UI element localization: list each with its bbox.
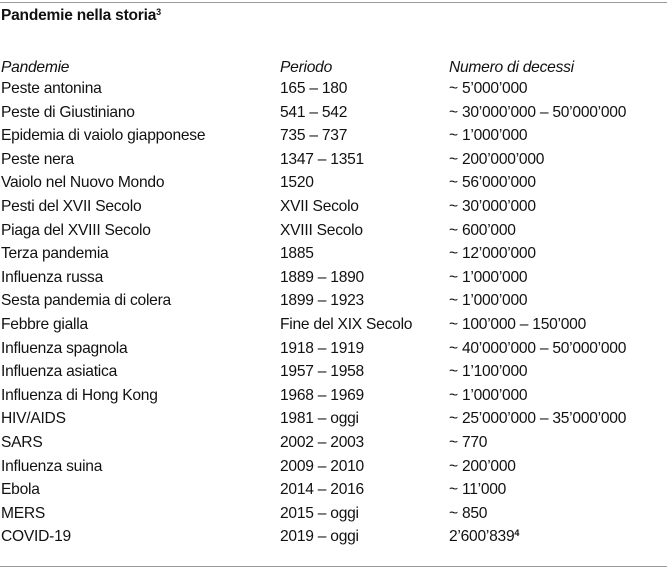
table-row [1,504,667,528]
period-cell: 735 – 737 [280,127,348,145]
deaths-cell [449,103,626,123]
period-cell: XVII Secolo [280,197,359,215]
pandemic-name-cell: Vaiolo nel Nuovo Mondo [1,174,165,192]
period-cell: 1899 – 1923 [280,292,364,310]
deaths-cell [449,457,516,477]
deaths-cell [449,150,544,170]
period-cell: 1520 [280,174,314,192]
deaths-value: ~ 12’000’000 [449,245,536,263]
deaths-cell [449,527,519,547]
deaths-value: ~ 200’000 [449,457,516,475]
table-row [1,150,667,174]
pandemic-name-cell: Influenza di Hong Kong [1,386,158,404]
pandemic-name-cell: Influenza suina [1,457,103,475]
period-cell: 1957 – 1958 [280,363,364,381]
table-row [1,197,667,221]
table-row [1,409,667,433]
period-cell: 2009 – 2010 [280,457,364,475]
table-row [1,433,667,457]
pandemic-name-cell: Peste antonina [1,80,102,97]
table-row [1,339,667,363]
deaths-cell [449,339,626,359]
period-cell: 1918 – 1919 [280,339,364,357]
pandemic-name-cell: Peste nera [1,150,74,168]
table-row [1,315,667,339]
period-cell: 2002 – 2003 [280,433,364,451]
table-row [1,291,667,315]
deaths-cell [449,433,487,453]
pandemic-name-cell: Sesta pandemia di colera [1,292,171,310]
deaths-value: ~ 100’000 – 150’000 [449,315,587,333]
deaths-value: ~ 1’000’000 [449,386,528,404]
deaths-cell [449,79,527,99]
deaths-cell [449,315,586,335]
period-cell: 541 – 542 [280,103,348,121]
deaths-value: ~ 770 [449,433,488,451]
deaths-footnote-marker: 4 [514,528,520,539]
pandemic-name-cell: Piaga del XVIII Secolo [1,221,151,239]
deaths-cell [449,362,527,382]
period-cell: 1889 – 1890 [280,268,364,286]
table-row [1,268,667,292]
pandemic-name-cell: Epidemia di vaiolo giapponese [1,127,206,145]
deaths-value: ~ 1’000’000 [449,292,528,310]
deaths-value: ~ 40’000’000 – 50’000’000 [449,339,627,357]
pandemic-name-cell: Influenza spagnola [1,339,128,357]
period-cell: XVIII Secolo [280,221,363,239]
top-rule [0,2,667,3]
period-cell: 2019 – oggi [280,528,359,546]
table-body [1,79,667,551]
table-row [1,362,667,386]
table-header-row [1,58,667,79]
deaths-value: ~ 200’000’000 [449,150,545,168]
period-cell: 165 – 180 [280,80,348,97]
pandemic-name-cell: Influenza asiatica [1,363,117,381]
table-row [1,221,667,245]
deaths-cell [449,386,527,406]
deaths-cell [449,244,536,264]
deaths-cell [449,173,536,193]
deaths-cell [449,291,527,311]
period-cell: 1981 – oggi [280,410,359,428]
deaths-value: ~ 850 [449,504,488,522]
period-cell: 1347 – 1351 [280,150,364,168]
table-row [1,480,667,504]
pandemic-name-cell: HIV/AIDS [1,410,66,428]
header-deaths: Numero di decessi [449,59,574,76]
deaths-cell [449,480,506,500]
period-cell: 1968 – 1969 [280,386,364,404]
pandemic-name-cell: COVID-19 [1,528,71,546]
period-cell: 2014 – 2016 [280,481,364,499]
deaths-value: ~ 56’000’000 [449,174,536,192]
deaths-cell [449,268,527,288]
deaths-value: ~ 11’000 [449,481,507,499]
deaths-value: ~ 30’000’000 – 50’000’000 [449,103,627,121]
pandemic-table [1,58,667,551]
title-footnote-marker: 3 [156,7,161,17]
header-period: Periodo [280,59,332,76]
deaths-cell [449,221,516,241]
deaths-value: ~ 1’100’000 [449,363,528,381]
deaths-cell [449,126,527,146]
deaths-value: ~ 1’000’000 [449,268,528,286]
table-title [1,7,161,25]
deaths-cell [449,504,487,524]
deaths-value: ~ 30’000’000 [449,197,536,215]
deaths-value: ~ 5’000’000 [449,80,528,97]
deaths-cell [449,409,626,429]
pandemic-name-cell: Influenza russa [1,268,104,286]
period-cell: 1885 [280,245,314,263]
deaths-value: ~ 600’000 [449,221,516,239]
pandemic-name-cell: Pesti del XVII Secolo [1,197,142,215]
table-row [1,386,667,410]
pandemic-name-cell: Ebola [1,481,40,499]
period-cell: Fine del XIX Secolo [280,315,413,333]
table-row [1,126,667,150]
pandemic-name-cell: MERS [1,504,46,522]
table-row [1,457,667,481]
table-row [1,173,667,197]
pandemic-name-cell: SARS [1,433,43,451]
bottom-rule [0,566,667,567]
header-pandemic: Pandemie [1,59,70,76]
deaths-value: ~ 1’000’000 [449,127,528,145]
table-title-text: Pandemie nella storia [1,7,157,24]
deaths-value: ~ 25’000’000 – 35’000’000 [449,410,627,428]
table-row [1,79,667,103]
deaths-cell [449,197,536,217]
period-cell: 2015 – oggi [280,504,359,522]
pandemic-name-cell: Peste di Giustiniano [1,103,135,121]
pandemic-name-cell: Terza pandemia [1,245,109,263]
table-row [1,103,667,127]
deaths-value: 2’600’839 [449,528,515,546]
table-row [1,244,667,268]
table-row [1,527,667,551]
pandemic-name-cell: Febbre gialla [1,315,88,333]
